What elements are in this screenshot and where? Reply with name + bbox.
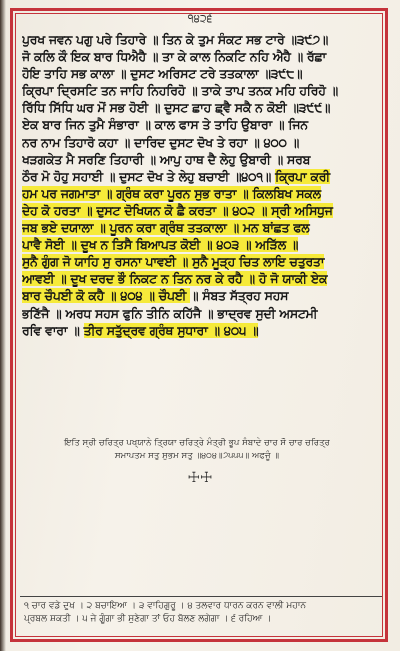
verse-line: [22, 287, 382, 304]
verse-line: [22, 185, 382, 202]
verse-line: [22, 48, 382, 65]
footnote-line: ਪ੍ਰਬਲ ਸ਼ਕਤੀ । ੫ ਜੇ ਗੂੰਗਾ ਭੀ ਸੁਣੇਗਾ ਤਾਂ ਓਹ ਬੋਲਣ ਲਗੇਗਾ । ੬ ਰਹਿਆ ।: [24, 613, 272, 624]
verse-segment: ਰਿੱਧਿ ਸਿੱਧਿ ਘਰ ਮੋਂ ਸਭ ਹੋਈ ॥ ਦੁਸਟ ਛਾਹ ਛ੍ਵੈ ਸਕੈ ਨ ਕੋਈ ॥੩੯੯॥: [22, 100, 331, 116]
verse-line: [22, 31, 382, 48]
verse-line: [22, 99, 382, 116]
verse-segment: ਏਕ ਬਾਰ ਜਿਨ ਤੁਮੈ ਸੰਭਾਰਾ ॥ ਕਾਲ ਫਾਸ ਤੇ ਤਾਹਿ ਉਬਾਰਾ ॥ ਜਿਨ: [22, 117, 308, 133]
highlighted-verse-segment: ਤੀਰ ਸਤੁੱਦ੍ਰਵ ਗ੍ਰੰਥ ਸੁਧਾਰਾ ॥ ੪੦੫ ॥: [83, 322, 259, 338]
verse-line: [22, 168, 382, 185]
highlighted-verse-segment: ਦੇਹ ਕੋ ਹਰਤਾ ॥ ਦੁਸਟ ਦੋਖਿਯਨ ਕੋ ਛੈ ਕਰਤਾ ॥ ੪੦੨ ॥ ਸ੍ਰੀ ਅਸਿਧੁਜ: [22, 202, 333, 218]
verse-line: [22, 322, 382, 339]
colophon: [22, 437, 372, 462]
highlighted-verse-segment: ਬਾਰ ਚੌਪਈ ਕੋ ਕਹੈ ॥ ੪੦੪ ॥ ਚੌਪਈ: [22, 288, 191, 304]
verse-line: [22, 270, 382, 287]
page-gutter-shadow: [0, 0, 6, 651]
verse-line: [22, 202, 382, 219]
page-number: ੧੪੨੬: [187, 12, 213, 25]
verse-line: [22, 236, 382, 253]
colophon-line: ਇਤਿ ਸ੍ਰੀ ਚਰਿਤ੍ਰ ਪਖ੍ਯਾਨੇ ਤ੍ਰਿਯਾ ਚਰਿਤ੍ਰੇ ਮੰਤ੍ਰੀ ਭੂਪ ਸੰਬਾਦੇ ਚਾਰ ਸੌ ਚਾਰ ਚਰਿਤ੍ਰ: [64, 438, 330, 448]
verse-segment: ਪੁਰਖ ਜਵਨ ਪਗੁ ਪਰੇ ਤਿਹਾਰੇ ॥ ਤਿਨ ਕੇ ਤੁਮ ਸੰਕਟ ਸਭ ਟਾਰੇ ॥੩੯੭॥: [22, 32, 329, 47]
highlighted-verse-segment: ਪਾਵੈ ਸੋਈ ॥ ਦੂਖ ਨ ਤਿਸੈ ਬਿਆਪਤ ਕੋਈ ॥ ੪੦੩ ॥ ਅੜਿੱਲ ॥: [22, 237, 299, 253]
verse-line: [22, 82, 382, 99]
verse-line: [22, 305, 382, 322]
verse-line: [22, 253, 382, 270]
footnotes: [24, 600, 376, 625]
verse-segment: ਹੋਇ ਤਾਹਿ ਸਭ ਕਾਲਾ ॥ ਦੁਸਟ ਅਰਿਸਟ ਟਰੇ ਤਤਕਾਲਾ ॥੩੯੮॥: [22, 66, 303, 82]
verse-line: [22, 65, 382, 82]
footnote-line: ੧ ਚਾਰ ਵਡੇ ਦੁਖ । ੨ ਬਚਾਇਆ । ੩ ਵਾਹਿਗੁਰੂ । ੪ ਤਲਵਾਰ ਧਾਰਨ ਕਰਨ ਵਾਲੀ ਮਹਾਨ: [24, 601, 307, 611]
verse-text-block: [22, 31, 382, 339]
verse-segment: ਜੋ ਕਲਿ ਕੌ ਇਕ ਬਾਰ ਧਿਐਹੈ ॥ ਤਾ ਕੇ ਕਾਲ ਨਿਕਟਿ ਨਹਿ ਐਹੈ ॥ ਰੱਛਾ: [22, 49, 326, 65]
highlighted-verse-segment: ਹਮ ਪਰ ਜਗਮਾਤਾ ॥ ਗ੍ਰੰਥ ਕਰਾ ਪੂਰਨ ਸੁਭ ਰਾਤਾ ॥ ਕਿਲਬਿਖ ਸਕਲ: [22, 185, 321, 201]
footnote-divider: [20, 596, 382, 597]
highlighted-verse-segment: ਸੁਨੈ ਗੁੰਗ ਜੋ ਯਾਹਿ ਸੁ ਰਸਨਾ ਪਾਵਈ ॥ ਸੁਨੈ ਮੂੜ੍ਹ ਚਿਤ ਲਾਇ ਚਤੁਰਤਾ: [22, 254, 325, 270]
khanda-symbol: ☩☩: [187, 470, 213, 486]
verse-line: [22, 219, 382, 236]
verse-segment: ਕ੍ਰਿਪਾ ਦ੍ਰਿਸਟਿ ਤਨ ਜਾਹਿ ਨਿਹਰਿਹੋ ॥ ਤਾਕੇ ਤਾਪ ਤਨਕ ਮਹਿ ਹਰਿਹੋ ॥: [22, 83, 338, 99]
verse-segment: ॥ ਸੰਬਤ ਸੱਤ੍ਰਹ ਸਹਸ: [190, 288, 289, 304]
highlighted-verse-segment: ਜਬ ਭਏ ਦਯਾਲਾ ॥ ਪੂਰਨ ਕਰਾ ਗ੍ਰੰਥ ਤਤਕਾਲਾ ॥ ਮਨ ਬਾਂਛਤ ਫਲ: [22, 220, 310, 236]
colophon-line: ਸਮਾਪਤਮ ਸਤੁ ਸੁਭਮ ਸਤੁ ॥੪੦੪॥੭੫੫੫॥ ਅਫਜੂੰ ॥: [114, 450, 280, 461]
verse-line: [22, 134, 382, 151]
highlighted-verse-segment: ਆਵਈ ॥ ਦੂਖ ਦਰਦ ਭੌ ਨਿਕਟ ਨ ਤਿਨ ਨਰ ਕੇ ਰਹੈ ॥ ਹੋ ਜੋ ਯਾਕੀ ਏਕ: [22, 271, 328, 287]
verse-segment: ਭਣਿੱਜੈ ॥ ਅਰਧ ਸਹਸ ਫੁਨਿ ਤੀਨਿ ਕਹਿੱਜੈ ॥ ਭਾਦ੍ਰਵ ਸੁਦੀ ਅਸਟਮੀ: [22, 305, 318, 321]
verse-segment: ਠੌਰ ਮੋ ਹੋਹੁ ਸਹਾਈ ॥ ਦੁਸਟ ਦੋਖ ਤੇ ਲੇਹੁ ਬਚਾਈ ॥੪੦੧॥: [22, 168, 276, 184]
verse-segment: ਰਵਿ ਵਾਰਾ ॥: [22, 322, 84, 338]
verse-line: [22, 151, 382, 168]
highlighted-verse-segment: ਕ੍ਰਿਪਾ ਕਰੀ: [275, 168, 330, 184]
verse-segment: ਨਰ ਨਾਮ ਤਿਹਾਰੋ ਕਹਾ ॥ ਦਾਰਿਦ ਦੁਸਟ ਦੋਖ ਤੇ ਰਹਾ ॥ ੪੦੦ ॥: [22, 134, 300, 150]
verse-segment: ਖੜਗਕੇਤ ਮੈ ਸਰਣਿ ਤਿਹਾਰੀ ॥ ਆਪੁ ਹਾਥ ਦੈ ਲੇਹੁ ਉਬਾਰੀ ॥ ਸਰਬ: [22, 151, 311, 167]
verse-line: [22, 116, 382, 133]
